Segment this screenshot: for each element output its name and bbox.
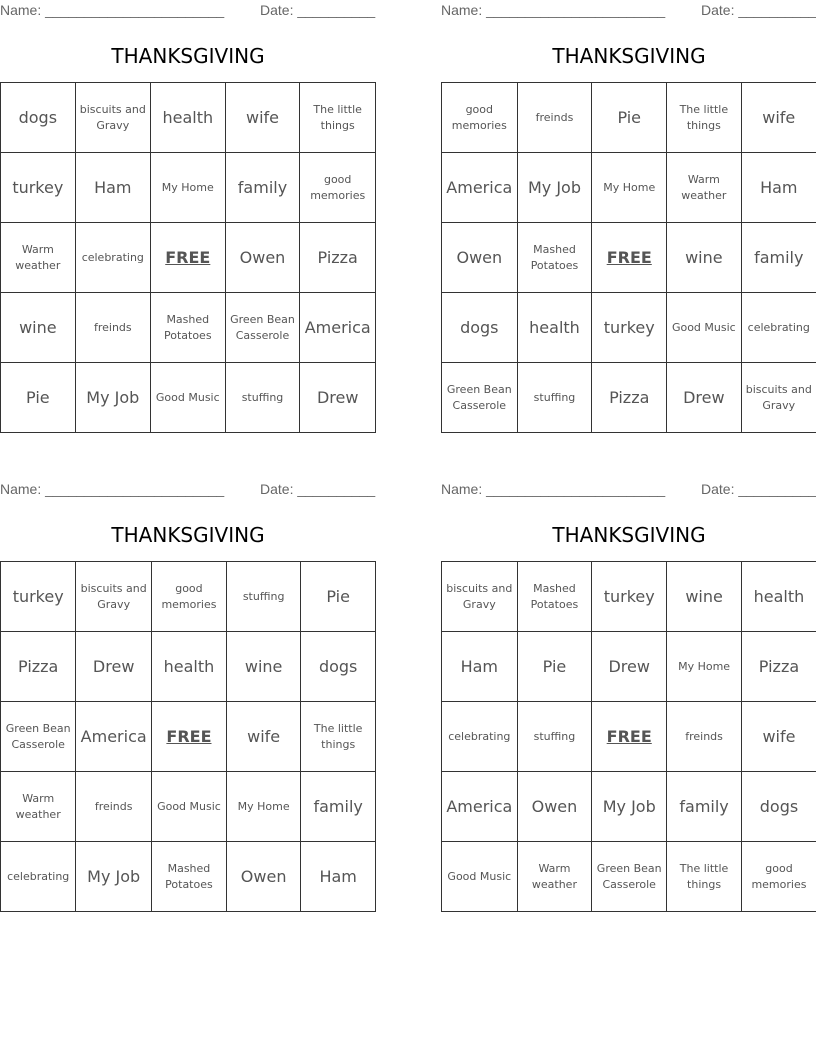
bingo-cell[interactable]: My Job: [76, 842, 152, 912]
bingo-cell[interactable]: The little things: [667, 83, 741, 153]
bingo-card-1: [0, 0, 376, 432]
bingo-row: [1, 293, 376, 363]
bingo-card-3: [0, 479, 376, 911]
bingo-row: [442, 153, 816, 223]
bingo-cell[interactable]: My Home: [226, 772, 300, 842]
bingo-cell[interactable]: freinds: [517, 83, 592, 153]
bingo-cell[interactable]: Warm weather: [667, 153, 741, 223]
bingo-cell[interactable]: Owen: [517, 772, 592, 842]
bingo-cell[interactable]: stuffing: [226, 562, 300, 632]
bingo-cell[interactable]: biscuits and Gravy: [741, 363, 816, 433]
bingo-cell[interactable]: wife: [226, 702, 300, 772]
bingo-cell[interactable]: Drew: [592, 632, 667, 702]
bingo-cell[interactable]: Green Bean Casserole: [442, 363, 518, 433]
bingo-cell[interactable]: biscuits and Gravy: [76, 562, 152, 632]
name-line: Name: _______________________: [441, 481, 666, 497]
bingo-cell[interactable]: turkey: [1, 153, 76, 223]
bingo-row: [442, 702, 816, 772]
bingo-cell[interactable]: celebrating: [75, 223, 150, 293]
bingo-cell[interactable]: Green Bean Casserole: [1, 702, 76, 772]
bingo-cell[interactable]: wine: [667, 223, 741, 293]
free-space[interactable]: FREE: [150, 223, 225, 293]
bingo-cell[interactable]: dogs: [442, 293, 518, 363]
bingo-row: [442, 363, 816, 433]
date-line: Date: __________: [260, 2, 376, 18]
bingo-cell[interactable]: America: [76, 702, 152, 772]
bingo-cell[interactable]: dogs: [1, 83, 76, 153]
bingo-cell[interactable]: My Home: [150, 153, 225, 223]
bingo-cell[interactable]: Good Music: [442, 842, 518, 912]
bingo-grid: [0, 82, 376, 433]
card-title: THANKSGIVING: [552, 523, 706, 547]
bingo-row: [442, 772, 816, 842]
bingo-cell[interactable]: celebrating: [1, 842, 76, 912]
bingo-cell[interactable]: The little things: [300, 83, 376, 153]
bingo-cell[interactable]: America: [442, 153, 518, 223]
bingo-cell[interactable]: America: [300, 293, 376, 363]
bingo-cell[interactable]: Mashed Potatoes: [151, 842, 226, 912]
bingo-cell[interactable]: Good Music: [150, 363, 225, 433]
free-space[interactable]: FREE: [592, 223, 667, 293]
bingo-row: [1, 632, 376, 702]
bingo-cell[interactable]: My Job: [517, 153, 592, 223]
bingo-cell[interactable]: Pie: [301, 562, 376, 632]
bingo-cell[interactable]: wife: [225, 83, 300, 153]
bingo-cell[interactable]: stuffing: [517, 702, 592, 772]
bingo-cell[interactable]: My Job: [75, 363, 150, 433]
bingo-cell[interactable]: freinds: [75, 293, 150, 363]
bingo-cell[interactable]: Pizza: [592, 363, 667, 433]
bingo-row: [1, 842, 376, 912]
bingo-cell[interactable]: America: [442, 772, 518, 842]
bingo-cell[interactable]: health: [517, 293, 592, 363]
bingo-row: [442, 223, 816, 293]
bingo-row: [442, 293, 816, 363]
bingo-cell[interactable]: Pizza: [300, 223, 376, 293]
bingo-grid: [441, 561, 816, 912]
bingo-cell[interactable]: freinds: [667, 702, 742, 772]
bingo-cell[interactable]: Owen: [226, 842, 300, 912]
bingo-cell[interactable]: Owen: [442, 223, 518, 293]
bingo-cell[interactable]: dogs: [741, 772, 816, 842]
bingo-row: [1, 363, 376, 433]
bingo-cell[interactable]: celebrating: [442, 702, 518, 772]
bingo-cell[interactable]: Ham: [741, 153, 816, 223]
bingo-cell[interactable]: health: [150, 83, 225, 153]
bingo-cell[interactable]: Drew: [300, 363, 376, 433]
bingo-cell[interactable]: turkey: [592, 293, 667, 363]
bingo-cell[interactable]: wife: [741, 83, 816, 153]
bingo-cell[interactable]: Pizza: [1, 632, 76, 702]
bingo-cell[interactable]: dogs: [301, 632, 376, 702]
bingo-cell[interactable]: The little things: [301, 702, 376, 772]
bingo-row: [1, 223, 376, 293]
bingo-row: [1, 83, 376, 153]
bingo-cell[interactable]: Pizza: [741, 632, 816, 702]
bingo-cell[interactable]: wine: [667, 562, 742, 632]
bingo-row: [1, 153, 376, 223]
bingo-cell[interactable]: Ham: [301, 842, 376, 912]
bingo-cell[interactable]: turkey: [1, 562, 76, 632]
bingo-row: [442, 842, 816, 912]
bingo-cell[interactable]: Pie: [592, 83, 667, 153]
bingo-cell[interactable]: Drew: [667, 363, 741, 433]
card-title: THANKSGIVING: [552, 44, 706, 68]
bingo-cell[interactable]: Mashed Potatoes: [150, 293, 225, 363]
bingo-cell[interactable]: My Job: [592, 772, 667, 842]
bingo-cell[interactable]: biscuits and Gravy: [442, 562, 518, 632]
bingo-cell[interactable]: Good Music: [667, 293, 741, 363]
date-line: Date: __________: [701, 2, 816, 18]
bingo-row: [442, 632, 816, 702]
bingo-cell[interactable]: Drew: [76, 632, 152, 702]
date-line: Date: __________: [701, 481, 816, 497]
bingo-cell[interactable]: My Home: [667, 632, 742, 702]
name-line: Name: _______________________: [441, 2, 666, 18]
bingo-cell[interactable]: family: [225, 153, 300, 223]
bingo-cell[interactable]: good memories: [741, 842, 816, 912]
bingo-cell[interactable]: My Home: [592, 153, 667, 223]
card-title: THANKSGIVING: [111, 44, 265, 68]
bingo-cell[interactable]: The little things: [667, 842, 742, 912]
date-line: Date: __________: [260, 481, 376, 497]
bingo-cell[interactable]: freinds: [76, 772, 152, 842]
bingo-card-4: [441, 479, 816, 911]
bingo-cell[interactable]: wife: [741, 702, 816, 772]
bingo-cell[interactable]: Mashed Potatoes: [517, 562, 592, 632]
bingo-cell[interactable]: Green Bean Casserole: [225, 293, 300, 363]
bingo-row: [1, 562, 376, 632]
bingo-cell[interactable]: Warm weather: [517, 842, 592, 912]
bingo-cell[interactable]: Warm weather: [1, 772, 76, 842]
bingo-cell[interactable]: good memories: [300, 153, 376, 223]
bingo-cell[interactable]: Ham: [442, 632, 518, 702]
bingo-cell[interactable]: turkey: [592, 562, 667, 632]
bingo-cell[interactable]: health: [151, 632, 226, 702]
bingo-cell[interactable]: Mashed Potatoes: [517, 223, 592, 293]
bingo-cell[interactable]: stuffing: [517, 363, 592, 433]
bingo-row: [442, 562, 816, 632]
bingo-cell[interactable]: Green Bean Casserole: [592, 842, 667, 912]
bingo-row: [1, 702, 376, 772]
bingo-cell[interactable]: celebrating: [741, 293, 816, 363]
bingo-cell[interactable]: health: [741, 562, 816, 632]
bingo-cell[interactable]: Pie: [1, 363, 76, 433]
bingo-cell[interactable]: stuffing: [225, 363, 300, 433]
bingo-grid: [0, 561, 376, 912]
bingo-cell[interactable]: Pie: [517, 632, 592, 702]
bingo-cell[interactable]: family: [301, 772, 376, 842]
card-title: THANKSGIVING: [111, 523, 265, 547]
bingo-cell[interactable]: Warm weather: [1, 223, 76, 293]
bingo-cell[interactable]: Good Music: [151, 772, 226, 842]
name-line: Name: _______________________: [0, 481, 225, 497]
bingo-cell[interactable]: wine: [1, 293, 76, 363]
bingo-cell[interactable]: family: [667, 772, 742, 842]
bingo-cell[interactable]: wine: [226, 632, 300, 702]
free-space[interactable]: FREE: [592, 702, 667, 772]
name-line: Name: _______________________: [0, 2, 225, 18]
bingo-row: [1, 772, 376, 842]
bingo-grid: [441, 82, 816, 433]
bingo-card-2: [441, 0, 816, 432]
bingo-cell[interactable]: Ham: [75, 153, 150, 223]
bingo-cell[interactable]: good memories: [442, 83, 518, 153]
bingo-cell[interactable]: biscuits and Gravy: [75, 83, 150, 153]
free-space[interactable]: FREE: [151, 702, 226, 772]
bingo-cell[interactable]: good memories: [151, 562, 226, 632]
bingo-row: [442, 83, 816, 153]
bingo-cell[interactable]: Owen: [225, 223, 300, 293]
bingo-cell[interactable]: family: [741, 223, 816, 293]
